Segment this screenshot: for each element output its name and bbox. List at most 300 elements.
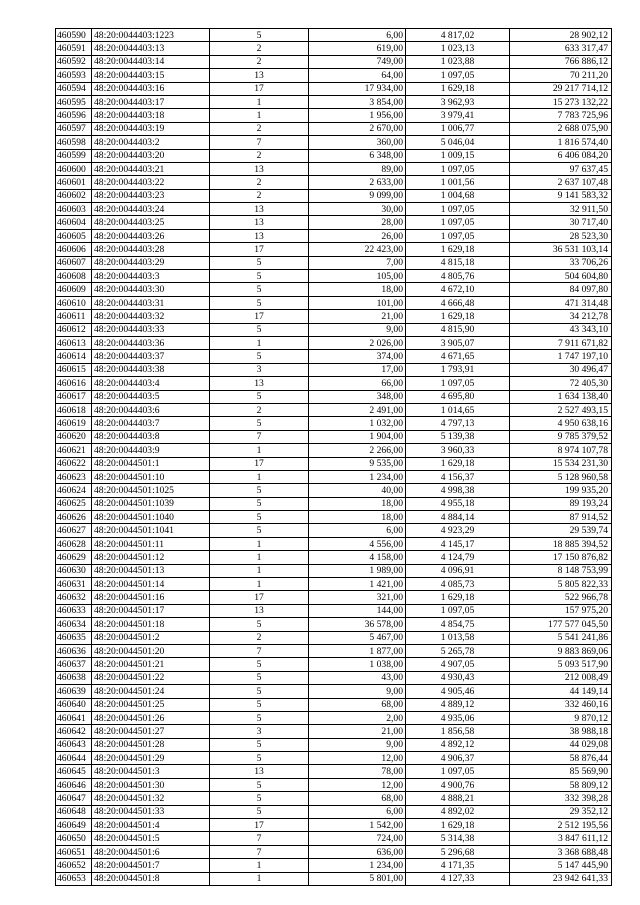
cadastral-number-cell: 48:20:0044501:8 — [92, 872, 210, 885]
specific-value-cell: 1 009,15 — [406, 149, 510, 162]
table-row — [56, 604, 612, 617]
group-code-cell: 7 — [210, 832, 309, 845]
cadastral-number-cell: 48:20:0044501:6 — [92, 845, 210, 858]
table-row — [56, 805, 612, 818]
table-row — [56, 256, 612, 269]
cadastral-value-cell: 72 405,30 — [510, 377, 612, 390]
cadastral-number-cell: 48:20:0044403:31 — [92, 296, 210, 309]
area-cell: 101,00 — [309, 296, 406, 309]
specific-value-cell: 4 815,18 — [406, 256, 510, 269]
specific-value-cell: 4 888,21 — [406, 792, 510, 805]
group-code-cell: 7 — [210, 845, 309, 858]
row-id-cell: 460599 — [56, 149, 92, 162]
group-code-cell: 1 — [210, 551, 309, 564]
row-id-cell: 460610 — [56, 296, 92, 309]
row-id-cell: 460597 — [56, 122, 92, 135]
table-row — [56, 243, 612, 256]
cadastral-value-cell: 43 343,10 — [510, 323, 612, 336]
specific-value-cell: 1 097,05 — [406, 162, 510, 175]
group-code-cell: 13 — [210, 203, 309, 216]
table-row — [56, 109, 612, 122]
cadastral-number-cell: 48:20:0044403:26 — [92, 229, 210, 242]
area-cell: 1 877,00 — [309, 644, 406, 657]
area-cell: 18,00 — [309, 283, 406, 296]
group-code-cell: 5 — [210, 497, 309, 510]
table-row — [56, 644, 612, 657]
group-code-cell: 13 — [210, 377, 309, 390]
specific-value-cell: 1 629,18 — [406, 457, 510, 470]
cadastral-value-cell: 29 539,74 — [510, 524, 612, 537]
cadastral-value-cell: 471 314,48 — [510, 296, 612, 309]
row-id-cell: 460620 — [56, 430, 92, 443]
group-code-cell: 13 — [210, 604, 309, 617]
table-row — [56, 725, 612, 738]
cadastral-value-cell: 89 193,24 — [510, 497, 612, 510]
group-code-cell: 5 — [210, 390, 309, 403]
cadastral-value-cell: 5 093 517,90 — [510, 658, 612, 671]
cadastral-number-cell: 48:20:0044501:18 — [92, 618, 210, 631]
cadastral-number-cell: 48:20:0044501:11 — [92, 537, 210, 550]
specific-value-cell: 4 923,29 — [406, 524, 510, 537]
specific-value-cell: 3 979,41 — [406, 109, 510, 122]
row-id-cell: 460626 — [56, 511, 92, 524]
area-cell: 9,00 — [309, 685, 406, 698]
cadastral-value-cell: 9 870,12 — [510, 711, 612, 724]
table-row — [56, 872, 612, 885]
specific-value-cell: 4 998,38 — [406, 484, 510, 497]
area-cell: 12,00 — [309, 778, 406, 791]
cadastral-value-table — [55, 28, 612, 886]
specific-value-cell: 4 096,91 — [406, 564, 510, 577]
group-code-cell: 5 — [210, 417, 309, 430]
specific-value-cell: 1 629,18 — [406, 82, 510, 95]
group-code-cell: 7 — [210, 644, 309, 657]
row-id-cell: 460604 — [56, 216, 92, 229]
row-id-cell: 460616 — [56, 377, 92, 390]
row-id-cell: 460621 — [56, 444, 92, 457]
table-row — [56, 819, 612, 832]
specific-value-cell: 4 930,43 — [406, 671, 510, 684]
area-cell: 321,00 — [309, 591, 406, 604]
cadastral-number-cell: 48:20:0044501:1041 — [92, 524, 210, 537]
area-cell: 17,00 — [309, 363, 406, 376]
area-cell: 1 234,00 — [309, 859, 406, 872]
group-code-cell: 5 — [210, 738, 309, 751]
cadastral-number-cell: 48:20:0044501:17 — [92, 604, 210, 617]
table-row — [56, 845, 612, 858]
row-id-cell: 460625 — [56, 497, 92, 510]
group-code-cell: 5 — [210, 296, 309, 309]
table-row — [56, 631, 612, 644]
group-code-cell: 5 — [210, 323, 309, 336]
group-code-cell: 5 — [210, 350, 309, 363]
row-id-cell: 460643 — [56, 738, 92, 751]
specific-value-cell: 5 314,38 — [406, 832, 510, 845]
document-page — [55, 28, 611, 886]
row-id-cell: 460647 — [56, 792, 92, 805]
area-cell: 26,00 — [309, 229, 406, 242]
cadastral-value-cell: 15 534 231,30 — [510, 457, 612, 470]
cadastral-number-cell: 48:20:0044403:23 — [92, 189, 210, 202]
row-id-cell: 460605 — [56, 229, 92, 242]
cadastral-value-cell: 70 211,20 — [510, 69, 612, 82]
group-code-cell: 13 — [210, 229, 309, 242]
group-code-cell: 5 — [210, 618, 309, 631]
cadastral-number-cell: 48:20:0044501:30 — [92, 778, 210, 791]
specific-value-cell: 4 085,73 — [406, 578, 510, 591]
specific-value-cell: 1 023,13 — [406, 42, 510, 55]
group-code-cell: 1 — [210, 336, 309, 349]
specific-value-cell: 4 955,18 — [406, 497, 510, 510]
specific-value-cell: 4 156,37 — [406, 470, 510, 483]
area-cell: 105,00 — [309, 270, 406, 283]
cadastral-number-cell: 48:20:0044501:1 — [92, 457, 210, 470]
specific-value-cell: 1 629,18 — [406, 819, 510, 832]
row-id-cell: 460612 — [56, 323, 92, 336]
area-cell: 18,00 — [309, 511, 406, 524]
table-row — [56, 55, 612, 68]
specific-value-cell: 4 854,75 — [406, 618, 510, 631]
cadastral-number-cell: 48:20:0044403:8 — [92, 430, 210, 443]
area-cell: 1 032,00 — [309, 417, 406, 430]
area-cell: 144,00 — [309, 604, 406, 617]
specific-value-cell: 4 127,33 — [406, 872, 510, 885]
area-cell: 374,00 — [309, 350, 406, 363]
group-code-cell: 5 — [210, 778, 309, 791]
group-code-cell: 17 — [210, 819, 309, 832]
table-row — [56, 671, 612, 684]
group-code-cell: 2 — [210, 631, 309, 644]
cadastral-value-cell: 177 577 045,50 — [510, 618, 612, 631]
cadastral-number-cell: 48:20:0044501:21 — [92, 658, 210, 671]
cadastral-value-cell: 85 569,90 — [510, 765, 612, 778]
area-cell: 1 421,00 — [309, 578, 406, 591]
specific-value-cell: 4 797,13 — [406, 417, 510, 430]
cadastral-number-cell: 48:20:0044403:16 — [92, 82, 210, 95]
cadastral-number-cell: 48:20:0044403:32 — [92, 310, 210, 323]
row-id-cell: 460596 — [56, 109, 92, 122]
cadastral-number-cell: 48:20:0044403:4 — [92, 377, 210, 390]
group-code-cell: 5 — [210, 270, 309, 283]
row-id-cell: 460619 — [56, 417, 92, 430]
area-cell: 6,00 — [309, 29, 406, 42]
cadastral-number-cell: 48:20:0044403:5 — [92, 390, 210, 403]
cadastral-number-cell: 48:20:0044501:2 — [92, 631, 210, 644]
cadastral-number-cell: 48:20:0044403:19 — [92, 122, 210, 135]
specific-value-cell: 4 805,76 — [406, 270, 510, 283]
specific-value-cell: 4 666,48 — [406, 296, 510, 309]
group-code-cell: 2 — [210, 42, 309, 55]
row-id-cell: 460595 — [56, 95, 92, 108]
cadastral-number-cell: 48:20:0044403:2 — [92, 136, 210, 149]
group-code-cell: 5 — [210, 671, 309, 684]
group-code-cell: 5 — [210, 698, 309, 711]
specific-value-cell: 4 672,10 — [406, 283, 510, 296]
table-row — [56, 189, 612, 202]
group-code-cell: 17 — [210, 243, 309, 256]
group-code-cell: 17 — [210, 82, 309, 95]
area-cell: 5 801,00 — [309, 872, 406, 885]
cadastral-value-cell: 32 911,50 — [510, 203, 612, 216]
specific-value-cell: 1 013,58 — [406, 631, 510, 644]
cadastral-value-cell: 332 460,16 — [510, 698, 612, 711]
cadastral-number-cell: 48:20:0044501:16 — [92, 591, 210, 604]
cadastral-number-cell: 48:20:0044501:14 — [92, 578, 210, 591]
table-row — [56, 350, 612, 363]
group-code-cell: 1 — [210, 95, 309, 108]
table-row — [56, 752, 612, 765]
area-cell: 9,00 — [309, 323, 406, 336]
table-row — [56, 216, 612, 229]
cadastral-value-cell: 157 975,20 — [510, 604, 612, 617]
cadastral-number-cell: 48:20:0044403:17 — [92, 95, 210, 108]
cadastral-number-cell: 48:20:0044501:1040 — [92, 511, 210, 524]
specific-value-cell: 1 856,58 — [406, 725, 510, 738]
specific-value-cell: 1 001,56 — [406, 176, 510, 189]
row-id-cell: 460644 — [56, 752, 92, 765]
cadastral-number-cell: 48:20:0044403:21 — [92, 162, 210, 175]
table-row — [56, 29, 612, 42]
cadastral-number-cell: 48:20:0044501:28 — [92, 738, 210, 751]
table-row — [56, 551, 612, 564]
cadastral-number-cell: 48:20:0044403:24 — [92, 203, 210, 216]
specific-value-cell: 1 097,05 — [406, 229, 510, 242]
specific-value-cell: 5 265,78 — [406, 644, 510, 657]
area-cell: 4 158,00 — [309, 551, 406, 564]
cadastral-value-cell: 38 988,18 — [510, 725, 612, 738]
area-cell: 22 423,00 — [309, 243, 406, 256]
group-code-cell: 17 — [210, 310, 309, 323]
cadastral-value-cell: 332 398,28 — [510, 792, 612, 805]
area-cell: 6,00 — [309, 805, 406, 818]
specific-value-cell: 4 695,80 — [406, 390, 510, 403]
group-code-cell: 5 — [210, 256, 309, 269]
table-row — [56, 82, 612, 95]
group-code-cell: 5 — [210, 711, 309, 724]
group-code-cell: 1 — [210, 109, 309, 122]
row-id-cell: 460641 — [56, 711, 92, 724]
table-row — [56, 122, 612, 135]
group-code-cell: 5 — [210, 658, 309, 671]
cadastral-number-cell: 48:20:0044403:37 — [92, 350, 210, 363]
cadastral-number-cell: 48:20:0044501:13 — [92, 564, 210, 577]
group-code-cell: 1 — [210, 564, 309, 577]
area-cell: 66,00 — [309, 377, 406, 390]
cadastral-number-cell: 48:20:0044403:1223 — [92, 29, 210, 42]
cadastral-value-cell: 17 150 876,82 — [510, 551, 612, 564]
group-code-cell: 3 — [210, 725, 309, 738]
table-row — [56, 511, 612, 524]
cadastral-value-cell: 58 809,12 — [510, 778, 612, 791]
group-code-cell: 7 — [210, 430, 309, 443]
cadastral-value-cell: 9 141 583,32 — [510, 189, 612, 202]
group-code-cell: 5 — [210, 29, 309, 42]
row-id-cell: 460630 — [56, 564, 92, 577]
area-cell: 30,00 — [309, 203, 406, 216]
cadastral-value-cell: 18 885 394,52 — [510, 537, 612, 550]
cadastral-number-cell: 48:20:0044403:18 — [92, 109, 210, 122]
table-row — [56, 403, 612, 416]
area-cell: 28,00 — [309, 216, 406, 229]
cadastral-value-cell: 58 876,44 — [510, 752, 612, 765]
cadastral-value-cell: 5 541 241,86 — [510, 631, 612, 644]
table-row — [56, 658, 612, 671]
area-cell: 78,00 — [309, 765, 406, 778]
area-cell: 9 535,00 — [309, 457, 406, 470]
cadastral-number-cell: 48:20:0044403:15 — [92, 69, 210, 82]
cadastral-value-cell: 34 212,78 — [510, 310, 612, 323]
table-row — [56, 229, 612, 242]
specific-value-cell: 4 907,05 — [406, 658, 510, 671]
row-id-cell: 460632 — [56, 591, 92, 604]
row-id-cell: 460613 — [56, 336, 92, 349]
cadastral-value-cell: 2 512 195,56 — [510, 819, 612, 832]
specific-value-cell: 1 097,05 — [406, 203, 510, 216]
row-id-cell: 460617 — [56, 390, 92, 403]
cadastral-number-cell: 48:20:0044403:13 — [92, 42, 210, 55]
group-code-cell: 5 — [210, 511, 309, 524]
row-id-cell: 460622 — [56, 457, 92, 470]
group-code-cell: 5 — [210, 792, 309, 805]
row-id-cell: 460639 — [56, 685, 92, 698]
row-id-cell: 460590 — [56, 29, 92, 42]
area-cell: 17 934,00 — [309, 82, 406, 95]
specific-value-cell: 1 006,77 — [406, 122, 510, 135]
area-cell: 2 633,00 — [309, 176, 406, 189]
area-cell: 43,00 — [309, 671, 406, 684]
table-row — [56, 484, 612, 497]
table-row — [56, 711, 612, 724]
cadastral-value-cell: 9 785 379,52 — [510, 430, 612, 443]
area-cell: 21,00 — [309, 310, 406, 323]
table-row — [56, 832, 612, 845]
specific-value-cell: 1 097,05 — [406, 377, 510, 390]
row-id-cell: 460628 — [56, 537, 92, 550]
cadastral-value-cell: 9 883 869,06 — [510, 644, 612, 657]
cadastral-value-cell: 44 029,08 — [510, 738, 612, 751]
area-cell: 18,00 — [309, 497, 406, 510]
row-id-cell: 460624 — [56, 484, 92, 497]
row-id-cell: 460594 — [56, 82, 92, 95]
specific-value-cell: 4 935,06 — [406, 711, 510, 724]
group-code-cell: 2 — [210, 149, 309, 162]
area-cell: 2 266,00 — [309, 444, 406, 457]
area-cell: 1 234,00 — [309, 470, 406, 483]
cadastral-number-cell: 48:20:0044501:33 — [92, 805, 210, 818]
cadastral-number-cell: 48:20:0044501:25 — [92, 698, 210, 711]
area-cell: 4 556,00 — [309, 537, 406, 550]
table-row — [56, 42, 612, 55]
table-row — [56, 497, 612, 510]
cadastral-number-cell: 48:20:0044403:20 — [92, 149, 210, 162]
cadastral-number-cell: 48:20:0044403:9 — [92, 444, 210, 457]
table-row — [56, 537, 612, 550]
cadastral-number-cell: 48:20:0044501:10 — [92, 470, 210, 483]
row-id-cell: 460593 — [56, 69, 92, 82]
area-cell: 1 542,00 — [309, 819, 406, 832]
group-code-cell: 13 — [210, 69, 309, 82]
group-code-cell: 5 — [210, 283, 309, 296]
group-code-cell: 13 — [210, 162, 309, 175]
specific-value-cell: 3 960,33 — [406, 444, 510, 457]
row-id-cell: 460640 — [56, 698, 92, 711]
group-code-cell: 7 — [210, 136, 309, 149]
cadastral-number-cell: 48:20:0044501:5 — [92, 832, 210, 845]
cadastral-number-cell: 48:20:0044501:29 — [92, 752, 210, 765]
area-cell: 2 491,00 — [309, 403, 406, 416]
group-code-cell: 5 — [210, 524, 309, 537]
cadastral-value-cell: 199 935,20 — [510, 484, 612, 497]
row-id-cell: 460600 — [56, 162, 92, 175]
specific-value-cell: 4 905,46 — [406, 685, 510, 698]
cadastral-number-cell: 48:20:0044403:22 — [92, 176, 210, 189]
cadastral-value-cell: 1 634 138,40 — [510, 390, 612, 403]
specific-value-cell: 4 171,35 — [406, 859, 510, 872]
table-row — [56, 765, 612, 778]
specific-value-cell: 1 097,05 — [406, 765, 510, 778]
group-code-cell: 17 — [210, 591, 309, 604]
table-row — [56, 470, 612, 483]
table-body — [56, 29, 612, 886]
cadastral-number-cell: 48:20:0044501:22 — [92, 671, 210, 684]
row-id-cell: 460648 — [56, 805, 92, 818]
row-id-cell: 460611 — [56, 310, 92, 323]
cadastral-value-cell: 8 148 753,99 — [510, 564, 612, 577]
cadastral-value-cell: 28 523,30 — [510, 229, 612, 242]
cadastral-number-cell: 48:20:0044501:27 — [92, 725, 210, 738]
group-code-cell: 1 — [210, 444, 309, 457]
specific-value-cell: 1 004,68 — [406, 189, 510, 202]
cadastral-number-cell: 48:20:0044403:25 — [92, 216, 210, 229]
cadastral-number-cell: 48:20:0044501:1025 — [92, 484, 210, 497]
specific-value-cell: 1 629,18 — [406, 310, 510, 323]
cadastral-value-cell: 36 531 103,14 — [510, 243, 612, 256]
cadastral-value-cell: 1 816 574,40 — [510, 136, 612, 149]
cadastral-value-cell: 3 368 688,48 — [510, 845, 612, 858]
cadastral-number-cell: 48:20:0044501:3 — [92, 765, 210, 778]
area-cell: 749,00 — [309, 55, 406, 68]
group-code-cell: 1 — [210, 470, 309, 483]
cadastral-number-cell: 48:20:0044403:14 — [92, 55, 210, 68]
row-id-cell: 460633 — [56, 604, 92, 617]
table-row — [56, 564, 612, 577]
cadastral-value-cell: 23 942 641,33 — [510, 872, 612, 885]
group-code-cell: 1 — [210, 537, 309, 550]
row-id-cell: 460627 — [56, 524, 92, 537]
table-row — [56, 430, 612, 443]
table-row — [56, 859, 612, 872]
cadastral-value-cell: 33 706,26 — [510, 256, 612, 269]
table-row — [56, 390, 612, 403]
specific-value-cell: 4 892,02 — [406, 805, 510, 818]
table-row — [56, 136, 612, 149]
area-cell: 40,00 — [309, 484, 406, 497]
row-id-cell: 460608 — [56, 270, 92, 283]
specific-value-cell: 1 097,05 — [406, 69, 510, 82]
area-cell: 2 670,00 — [309, 122, 406, 135]
specific-value-cell: 3 905,07 — [406, 336, 510, 349]
table-row — [56, 698, 612, 711]
specific-value-cell: 1 023,88 — [406, 55, 510, 68]
area-cell: 9 099,00 — [309, 189, 406, 202]
cadastral-value-cell: 84 097,80 — [510, 283, 612, 296]
table-row — [56, 363, 612, 376]
cadastral-number-cell: 48:20:0044403:29 — [92, 256, 210, 269]
area-cell: 1 956,00 — [309, 109, 406, 122]
row-id-cell: 460598 — [56, 136, 92, 149]
group-code-cell: 5 — [210, 752, 309, 765]
cadastral-value-cell: 29 352,12 — [510, 805, 612, 818]
